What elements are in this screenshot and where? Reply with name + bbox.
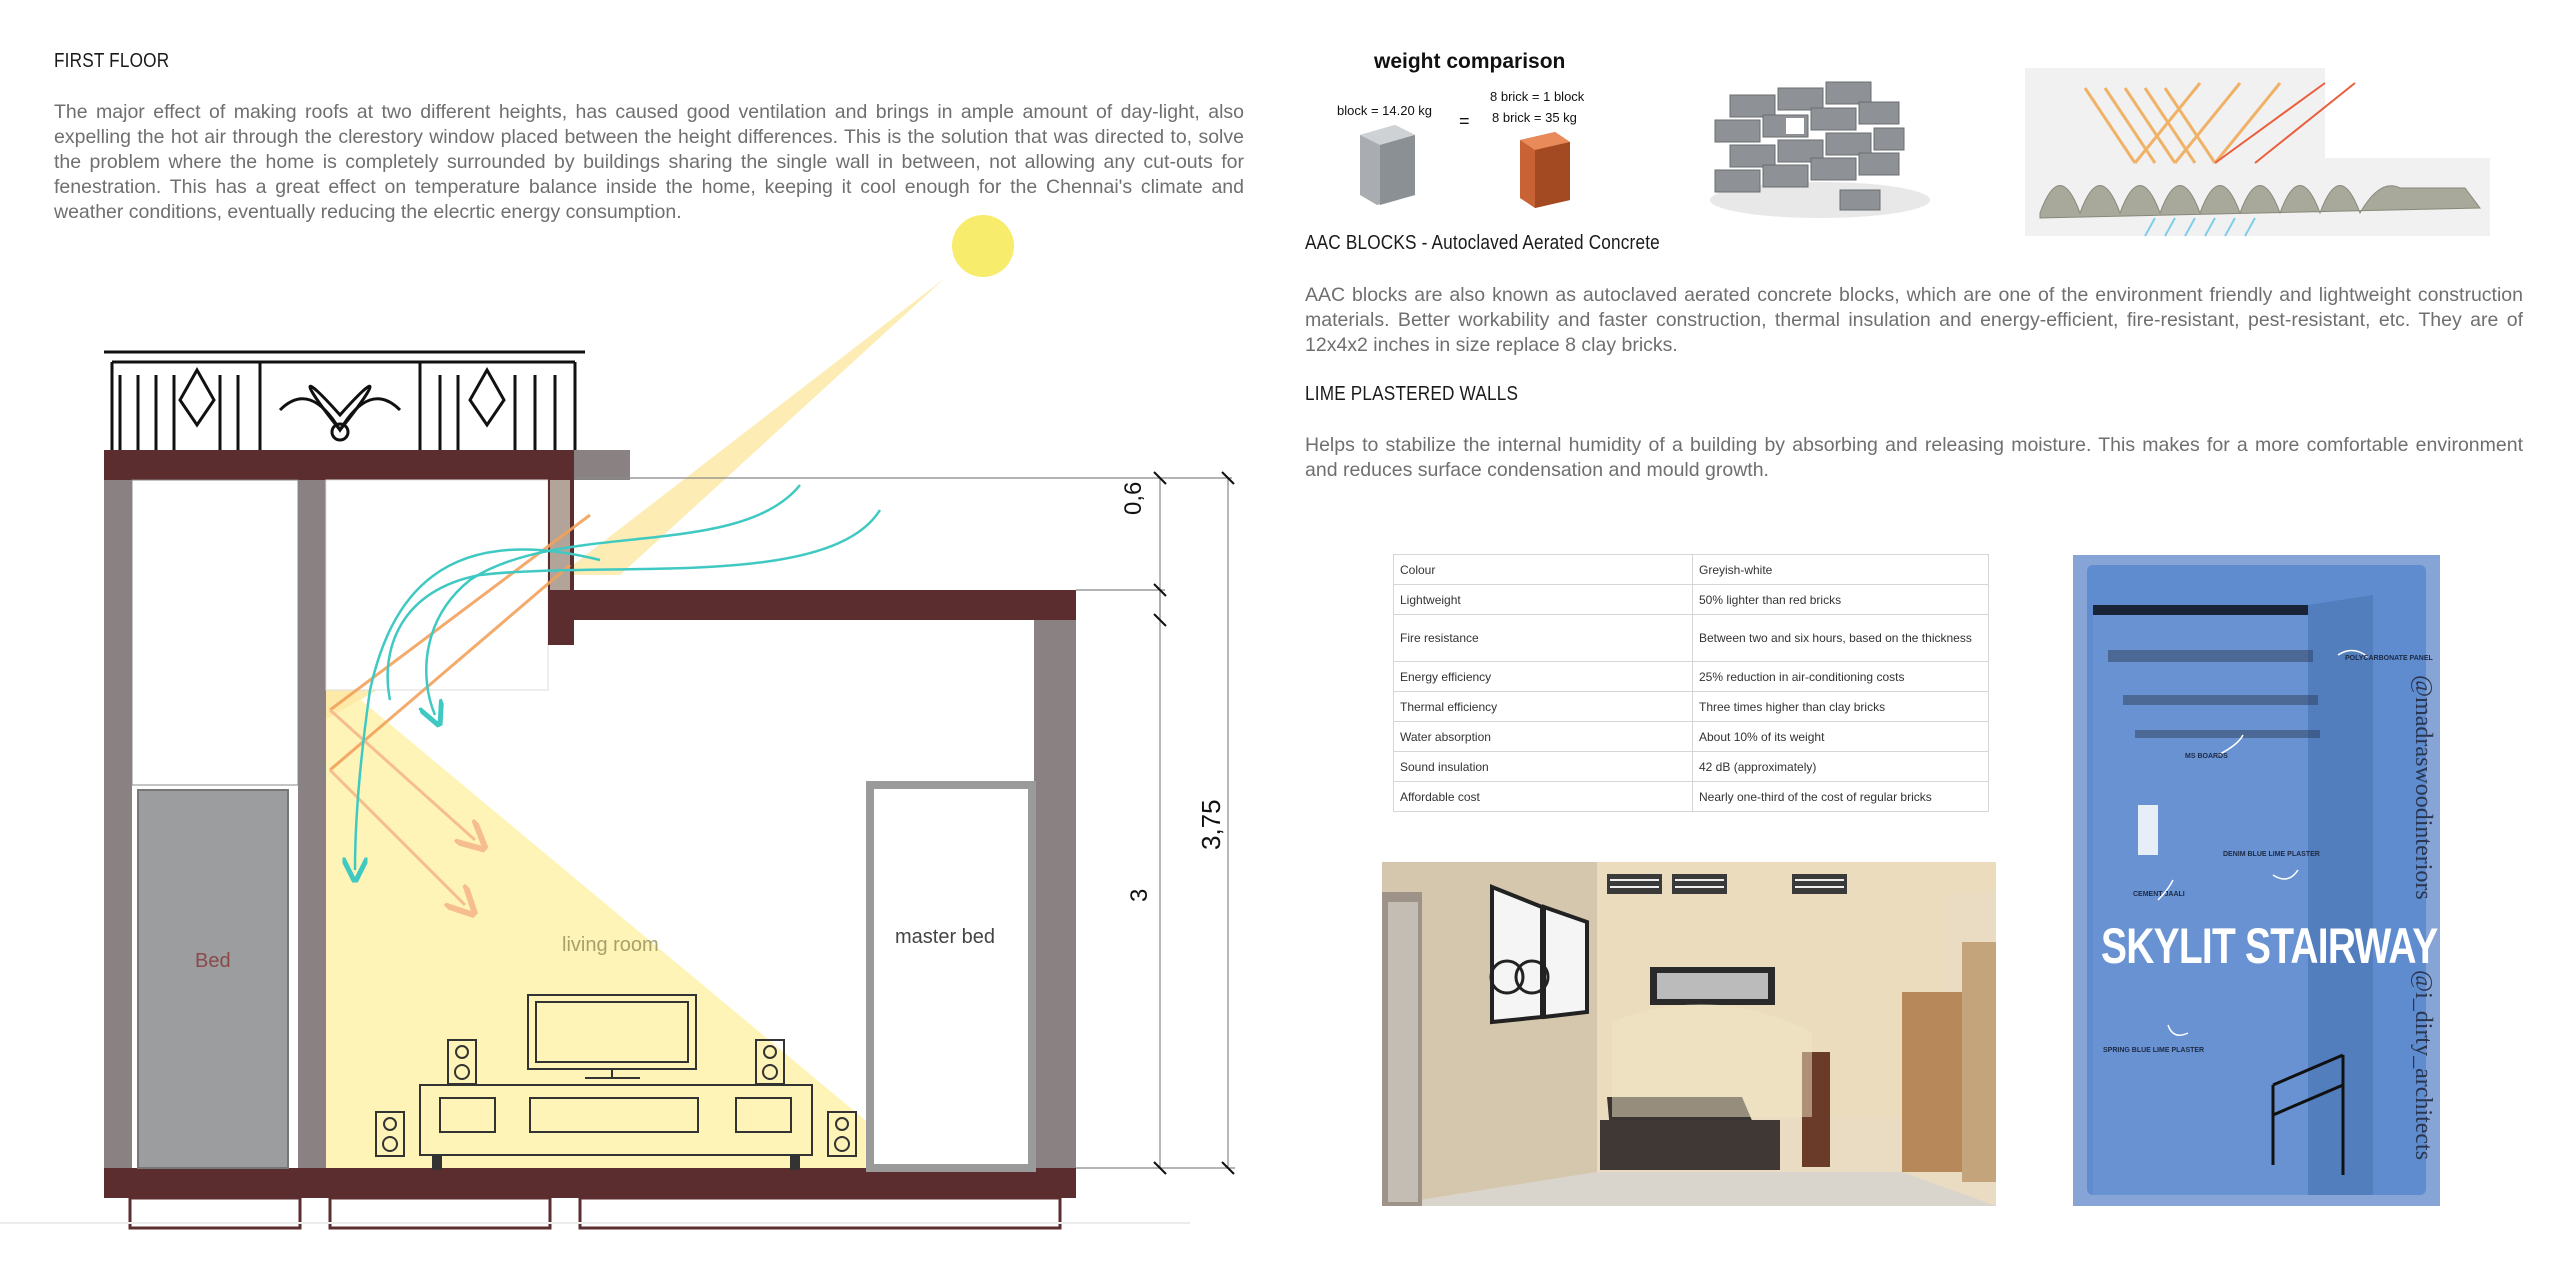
table-row [1394, 662, 1989, 692]
room-label-living: living room [562, 934, 659, 956]
dimension-3: 3 [1126, 888, 1153, 902]
property-value: 25% reduction in air-conditioning costs [1693, 662, 1989, 692]
property-name: Energy efficiency [1394, 662, 1693, 692]
bottom-slab [104, 1168, 1076, 1198]
upper-roof-slab [104, 450, 574, 480]
living-room-photo [1382, 862, 1996, 1206]
property-name: Colour [1394, 555, 1693, 585]
roof-sunlight-diagram [2025, 68, 2490, 238]
dimension-0-6: 0,6 [1120, 481, 1147, 515]
weight-comparison-title: weight comparison [1374, 50, 1566, 73]
property-value: 50% lighter than red bricks [1693, 585, 1989, 615]
lime-heading: LIME PLASTERED WALLS [1305, 383, 1519, 405]
middle-wall [298, 480, 326, 1168]
aac-description: AAC blocks are also known as autoclaved aerated concrete blocks, which are one of the environment friendly and lightweight construction materials. Better workability and faster construction, thermal insulation and energy-efficient, fire-resistant, pest-resistant, etc. They are of 12x4x2 inches in size replace 8 clay bricks. [1305, 284, 2523, 356]
property-value: Greyish-white [1693, 555, 1989, 585]
handle-madraswoodinteriors: @madraswoodinteriors [2410, 675, 2436, 900]
lime-description: Helps to stabilize the internal humidity of a building by absorbing and releasing moisture. This makes for a more comfortable environment and reduces surface condensation and mould growth. [1305, 434, 2523, 481]
handle-dirty-architects: @i_dirty_architects [2410, 970, 2436, 1161]
skylit-stairway-title: SKYLIT STAIRWAY [2101, 918, 2438, 974]
note-polycarbonate: POLYCARBONATE PANEL [2345, 655, 2433, 662]
left-wall [104, 480, 132, 1168]
bed-block [138, 790, 288, 1168]
property-value: Nearly one-third of the cost of regular bricks [1693, 782, 1989, 812]
dimension-3-75: 3,75 [1196, 799, 1226, 850]
light-wedge [325, 670, 925, 1170]
roof-railing [104, 352, 585, 450]
aac-heading: AAC BLOCKS - Autoclaved Aerated Concrete [1305, 232, 1660, 254]
property-name: Sound insulation [1394, 752, 1693, 782]
property-name: Water absorption [1394, 722, 1693, 752]
table-row [1394, 752, 1989, 782]
page-divider [0, 1222, 1190, 1224]
right-wall [1034, 620, 1076, 1168]
block-weight-label: block = 14.20 kg [1337, 103, 1433, 118]
table-row [1394, 615, 1989, 662]
table-row [1394, 782, 1989, 812]
note-spring-blue-plaster: SPRING BLUE LIME PLASTER [2103, 1047, 2205, 1054]
property-name: Affordable cost [1394, 782, 1693, 812]
master-bed-door [870, 785, 1032, 1168]
note-ms-boards: MS BOARDS [2185, 753, 2228, 760]
property-value: Three times higher than clay bricks [1693, 692, 1989, 722]
table-row [1394, 692, 1989, 722]
skylit-stairway-card [2073, 555, 2440, 1206]
property-name: Thermal efficiency [1394, 692, 1693, 722]
brick-line-2: 8 brick = 35 kg [1492, 110, 1577, 125]
property-value: About 10% of its weight [1693, 722, 1989, 752]
table-row [1394, 585, 1989, 615]
sunlight-beam [560, 278, 945, 575]
room-label-bed: Bed [195, 950, 231, 972]
block-brick-illustration [1355, 120, 1585, 215]
brick-line-1: 8 brick = 1 block [1490, 89, 1585, 104]
equals-sign: = [1459, 111, 1470, 131]
table-row [1394, 722, 1989, 752]
room-label-master-bed: master bed [895, 926, 996, 948]
property-value: Between two and six hours, based on the thickness [1693, 615, 1989, 662]
first-floor-description: The major effect of making roofs at two different heights, has caused good ventilation and brings in ample amount of day-light, also expelling the hot air through the clerestory window placed between the height differences. This is the solution that was directed to, solve the problem where the home is completely surrounded by buildings sharing the single wall in between, not allowing any cut-outs for fenestration. This has a great effect on temperature balance inside the home, keeping it cool enough for the Chennai's climate and weather conditions, eventually reducing the elecrtic energy consumption. [54, 101, 1244, 223]
property-value: 42 dB (approximately) [1693, 752, 1989, 782]
note-cement-jaali: CEMENT JAALI [2133, 891, 2185, 898]
sun-icon [952, 215, 1014, 277]
property-name: Lightweight [1394, 585, 1693, 615]
building-section-drawing [0, 0, 1260, 1275]
aac-properties-table [1393, 554, 1989, 812]
first-floor-heading: FIRST FLOOR [54, 50, 170, 72]
property-name: Fire resistance [1394, 615, 1693, 662]
lower-roof-slab [548, 590, 1076, 620]
table-row [1394, 555, 1989, 585]
aac-wall-image [1700, 70, 1940, 230]
note-denim-blue-plaster: DENIM BLUE LIME PLASTER [2223, 851, 2320, 858]
